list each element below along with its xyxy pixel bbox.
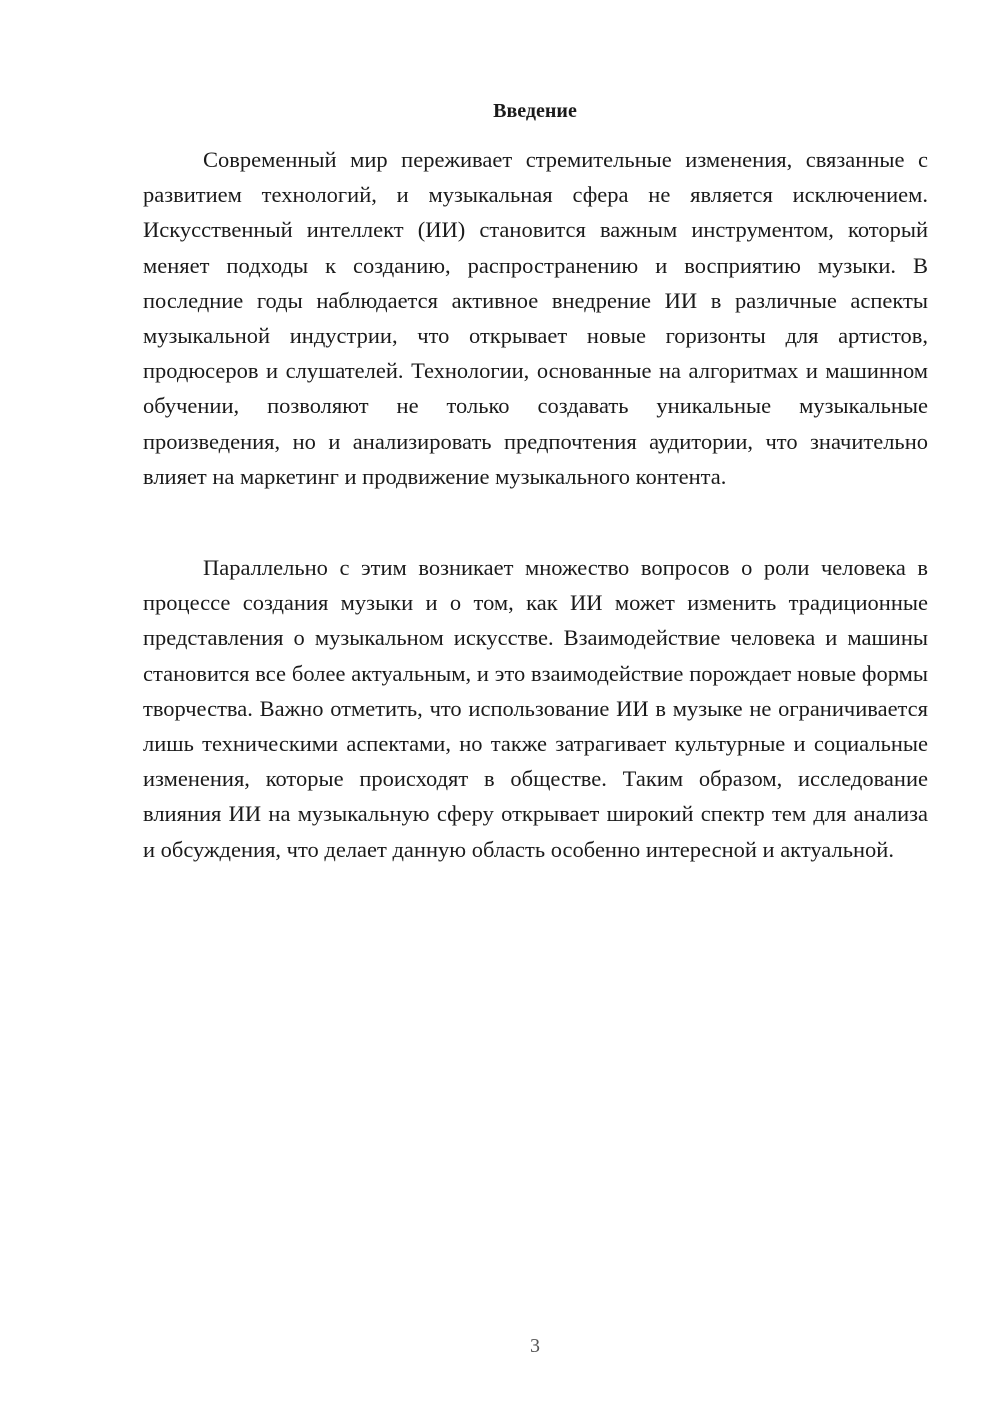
paragraph-1: Современный мир переживает стремительные изменения, связанные с развитием технологий, и музыкальная сфера не является исключением. Искусственный интеллект (ИИ) становится важным инструментом, который меняет подходы к созданию, распространению и восприятию музыки. В последние годы наблюдается активное внедрение ИИ в различные аспекты музыкальной индустрии, что открывает новые горизонты для артистов, продюсеров и слушателей. Технологии, основанные на алгоритмах и машинном обучении, позволяют не только создавать уникальные музыкальные произведения, но и анализировать предпочтения аудитории, что значительно влияет на маркетинг и продвижение музыкального контента. — [143, 147, 928, 489]
section-heading: Введение — [493, 100, 577, 122]
paragraph-2: Параллельно с этим возникает множество вопросов о роли человека в процессе создания музыки и о том, как ИИ может изменить традиционные представления о музыкальном искусстве. Взаимодействие человека и машины становится все более актуальным, и это взаимодействие порождает новые формы творчества. Важно отметить, что использование ИИ в музыке не ограничивается лишь техническими аспектами, но также затрагивает культурные и социальные изменения, которые происходят в обществе. Таким образом, исследование влияния ИИ на музыкальную сферу открывает широкий спектр тем для анализа и обсуждения, что делает данную область особенно интересной и актуальной. — [143, 555, 928, 862]
page-number: 3 — [530, 1335, 540, 1357]
